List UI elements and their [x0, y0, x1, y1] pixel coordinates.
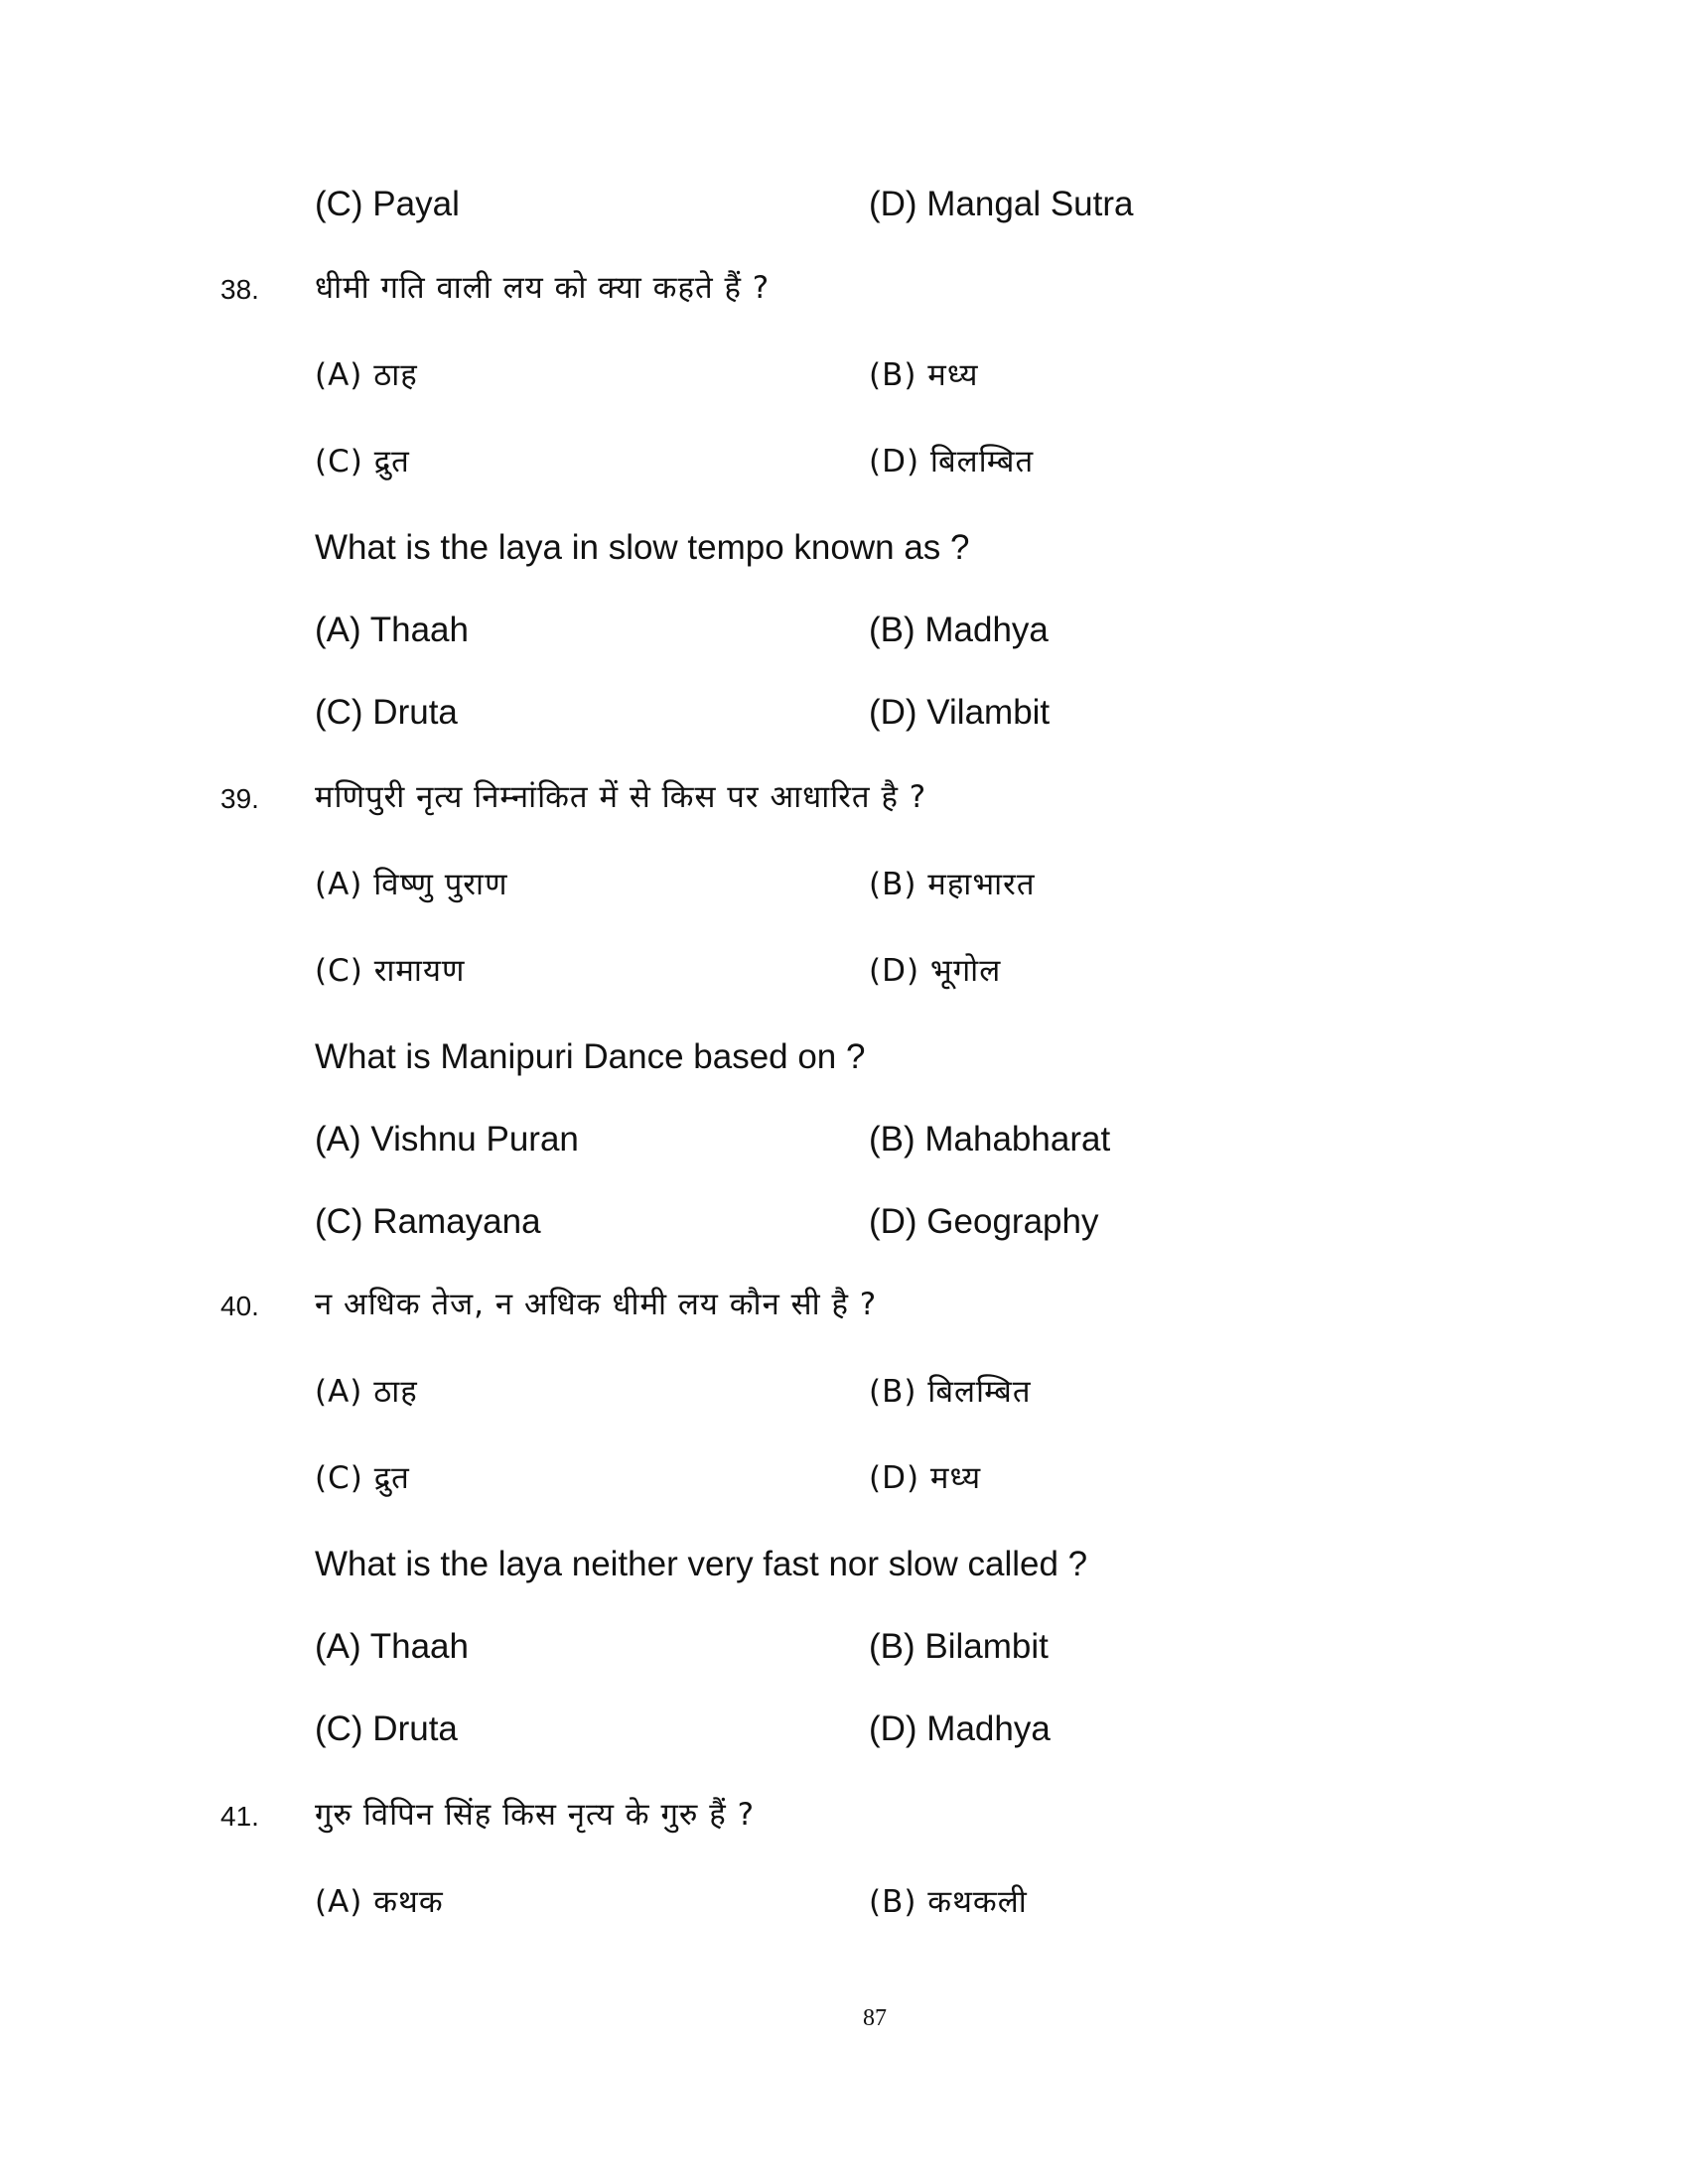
- option-hindi: (C) द्रुत: [315, 1460, 410, 1496]
- option-hindi: (B) मध्य: [869, 357, 979, 393]
- option-d: (D) Mangal Sutra: [869, 185, 1134, 223]
- option-english: (B) Madhya: [869, 611, 1049, 649]
- question-text-english: What is the laya neither very fast nor slow called ?: [315, 1545, 1088, 1583]
- option-english: (A) Thaah: [315, 611, 469, 649]
- option-english: (D) Madhya: [869, 1709, 1051, 1748]
- question-text-hindi: गुरु विपिन सिंह किस नृत्य के गुरु हैं ?: [315, 1797, 756, 1833]
- question-number: 40.: [220, 1291, 259, 1321]
- option-hindi: (C) रामायण: [315, 953, 466, 989]
- question-text-hindi: न अधिक तेज, न अधिक धीमी लय कौन सी है ?: [315, 1287, 878, 1322]
- option-hindi: (A) ठाह: [315, 1374, 418, 1410]
- question-text-english: What is Manipuri Dance based on ?: [315, 1037, 866, 1076]
- option-hindi: (D) मध्य: [869, 1460, 982, 1496]
- option-hindi: (B) बिलम्बित: [869, 1374, 1032, 1410]
- option-english: (D) Geography: [869, 1202, 1099, 1241]
- question-text-hindi: मणिपुरी नृत्य निम्नांकित में से किस पर आधारित है ?: [315, 779, 927, 815]
- option-english: (C) Druta: [315, 1709, 458, 1748]
- option-english: (B) Bilambit: [869, 1627, 1049, 1666]
- option-hindi: (A) कथक: [315, 1884, 444, 1920]
- question-number: 38.: [220, 274, 259, 305]
- option-c: (C) Payal: [315, 185, 460, 223]
- option-english: (A) Vishnu Puran: [315, 1120, 579, 1159]
- option-hindi: (B) महाभारत: [869, 867, 1036, 902]
- option-english: (C) Ramayana: [315, 1202, 541, 1241]
- option-hindi: (C) द्रुत: [315, 444, 410, 479]
- question-number: 39.: [220, 783, 259, 814]
- option-hindi: (A) विष्णु पुराण: [315, 867, 508, 902]
- option-hindi: (D) भूगोल: [869, 953, 1002, 989]
- option-english: (B) Mahabharat: [869, 1120, 1111, 1159]
- option-hindi: (D) बिलम्बित: [869, 444, 1035, 479]
- page-number: 87: [863, 2005, 887, 2031]
- option-hindi: (A) ठाह: [315, 357, 418, 393]
- question-text-hindi: धीमी गति वाली लय को क्या कहते हैं ?: [315, 270, 771, 306]
- question-number: 41.: [220, 1801, 259, 1832]
- option-hindi: (B) कथकली: [869, 1884, 1028, 1920]
- option-english: (D) Vilambit: [869, 693, 1051, 732]
- option-english: (A) Thaah: [315, 1627, 469, 1666]
- option-english: (C) Druta: [315, 693, 458, 732]
- question-text-english: What is the laya in slow tempo known as ?: [315, 528, 970, 567]
